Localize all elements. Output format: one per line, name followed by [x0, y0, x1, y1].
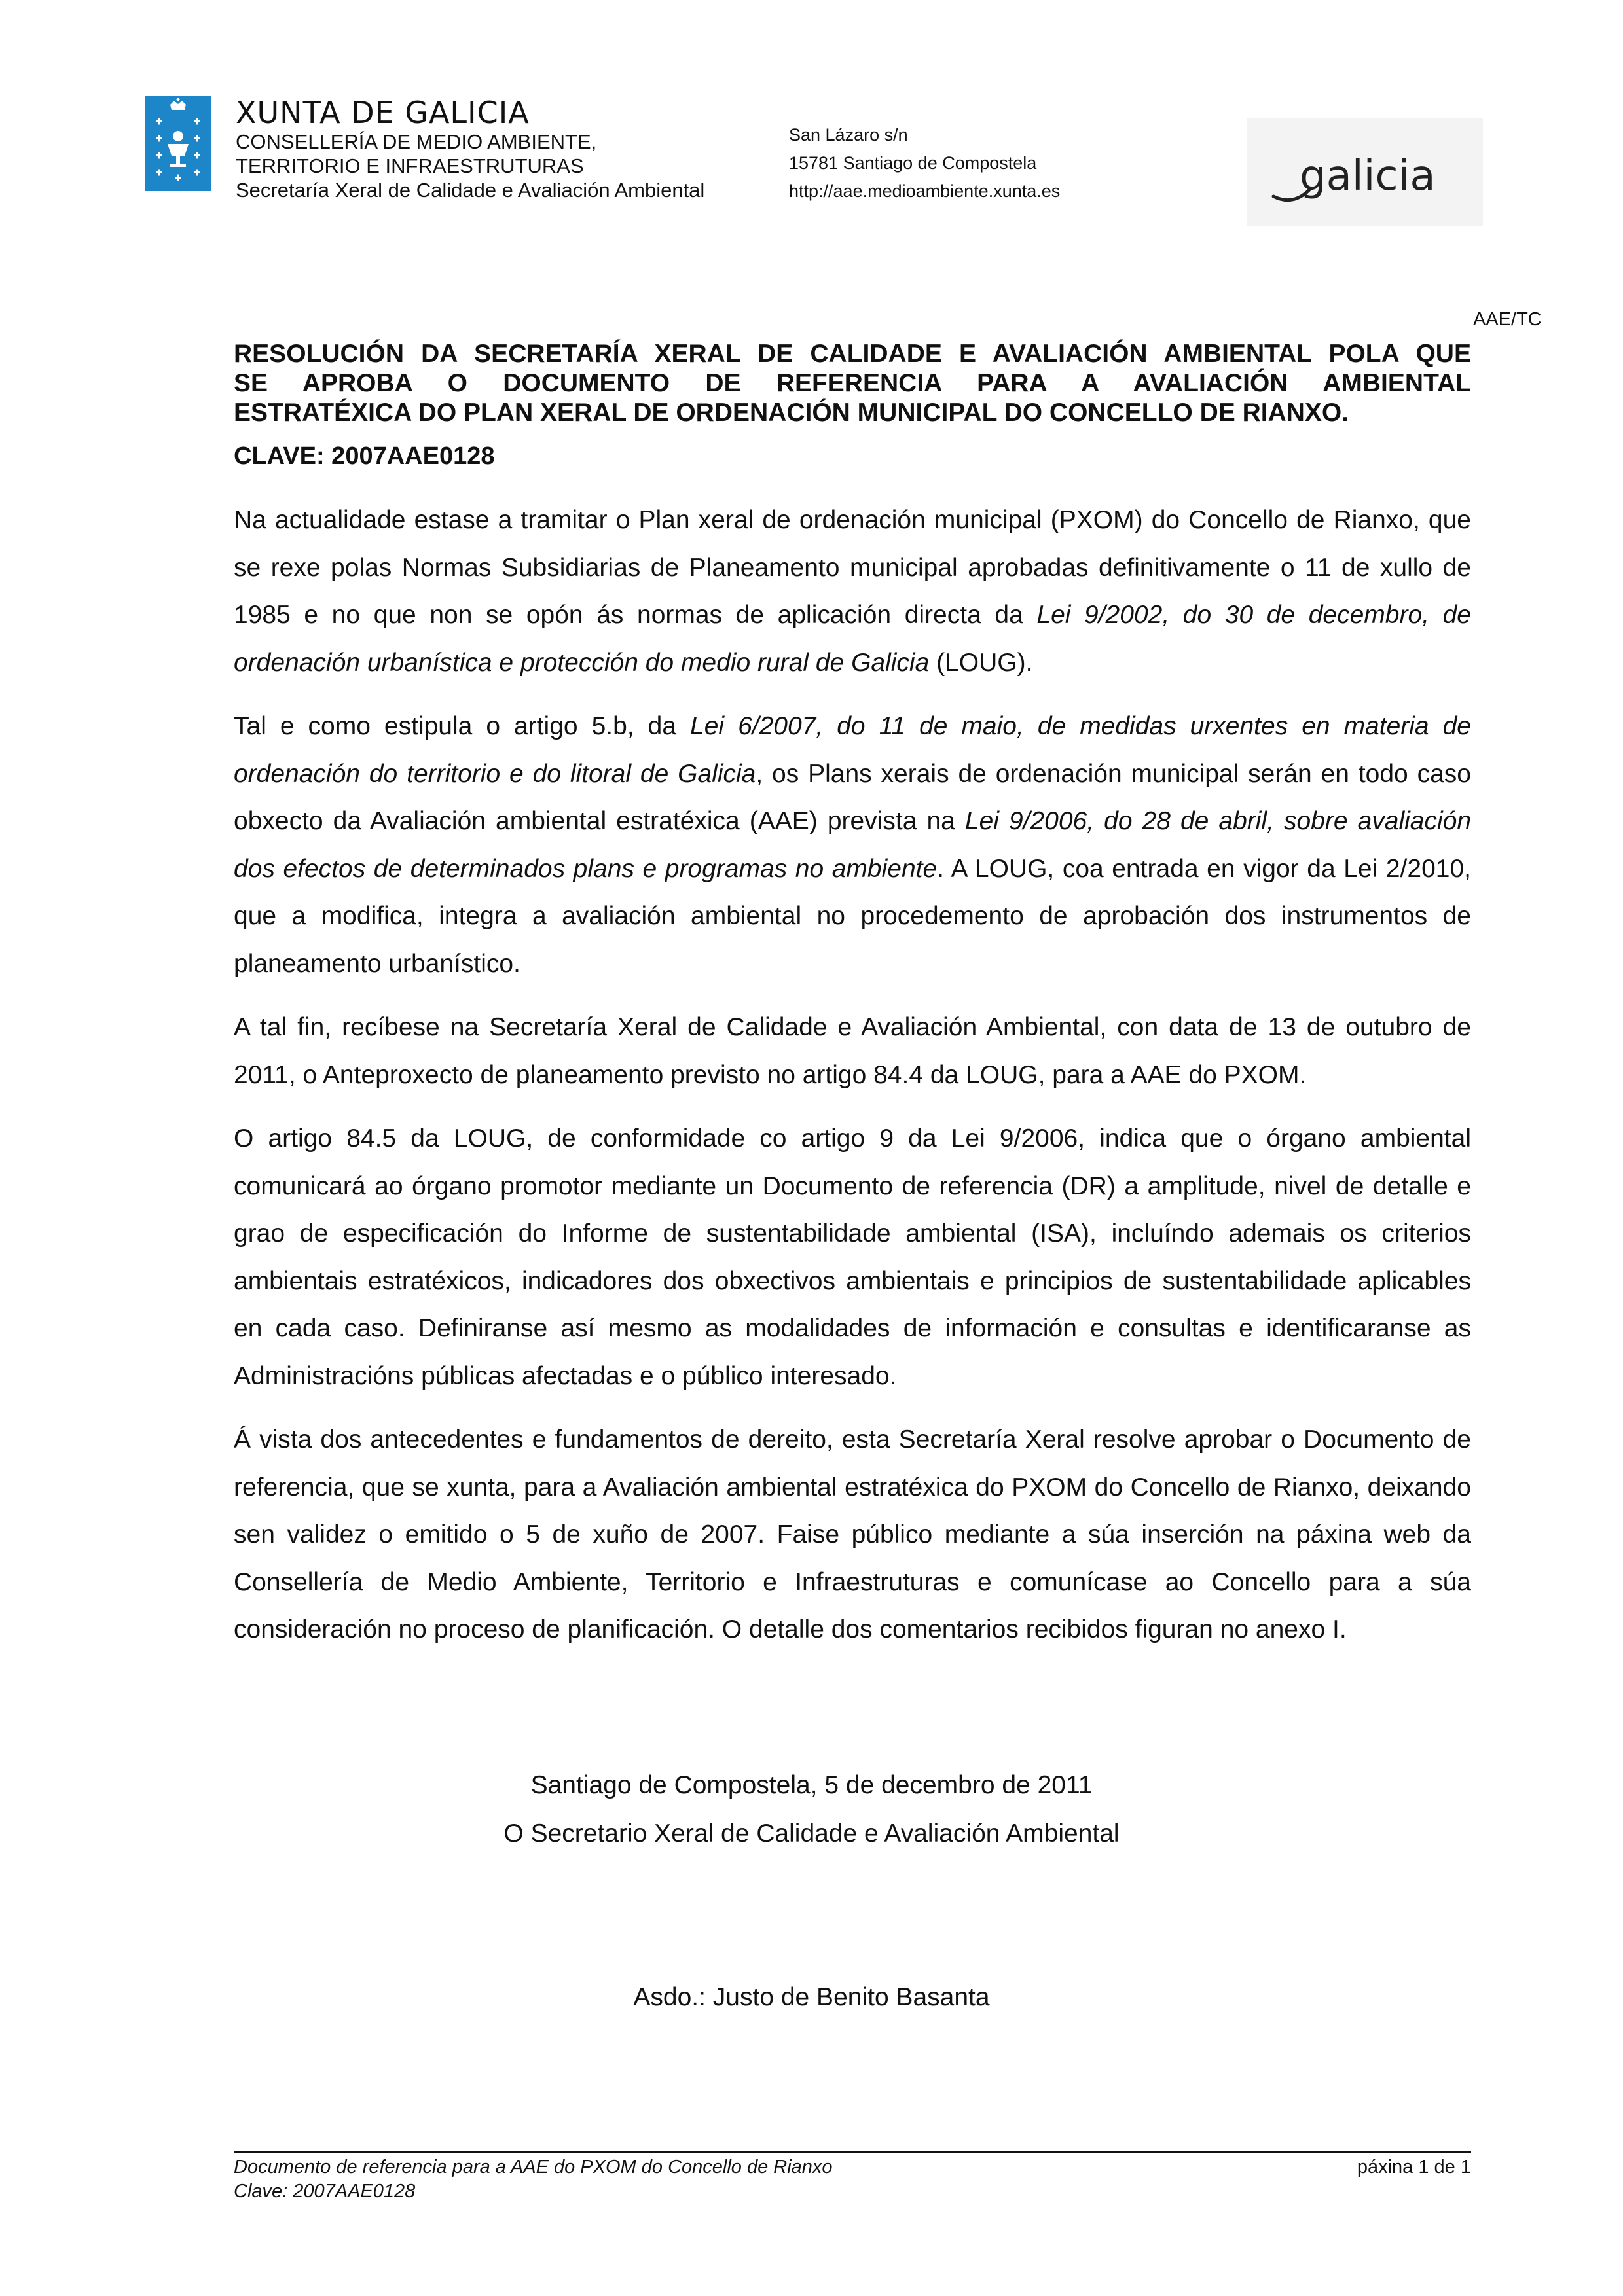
organization-block: [236, 96, 704, 202]
signature-role: O Secretario Xeral de Calidade e Avaliación Ambiental: [503, 1820, 1120, 1848]
p2-text-end: . A LOUG, coa entrada en vigor da Lei 2/2010, que a modifica, integra a avaliación ambiental no procedemento de aprobación dos instrumentos de planeamento urbanístico.: [234, 854, 1471, 978]
document-title: [234, 339, 1471, 427]
p2-text-middle: , os Plans xerais de ordenación municipal serán en todo caso obxecto da Avaliación ambiental estratéxica (AAE) prevista na: [234, 759, 1471, 835]
address-street: San Lázaro s/n: [789, 125, 908, 145]
p1-law-citation: Lei 9/2002, do 30 de decembro, de ordenación urbanística e protección do medio rural de Galicia: [234, 601, 1471, 677]
p2-law-citation-1: Lei 6/2007, do 11 de maio, de medidas urxentes en materia de ordenación do territorio e do litoral de Galicia: [234, 712, 1471, 788]
p1-text-end: (LOUG).: [929, 648, 1033, 677]
signature-place-date: Santiago de Compostela, 5 de decembro de 2011: [530, 1771, 1093, 1799]
paragraph-1: [234, 497, 1471, 687]
footer-document-title: Documento de referencia para a AAE do PXOM do Concello de Rianxo: [234, 2157, 833, 2178]
p2-text: Tal e como estipula o artigo 5.b, da: [234, 712, 691, 740]
footer-page-number: páxina 1 de 1: [1357, 2157, 1471, 2178]
footer-divider: [234, 2151, 1471, 2153]
document-body: [234, 339, 1471, 1654]
org-name: XUNTA DE GALICIA: [236, 95, 530, 130]
galicia-brand-logo: [1247, 118, 1483, 226]
title-line-2: SE APROBA O DOCUMENTO DE REFERENCIA PARA A AVALIACIÓN AMBIENTAL: [234, 369, 1471, 397]
title-line-1: RESOLUCIÓN DA SECRETARÍA XERAL DE CALIDADE E AVALIACIÓN AMBIENTAL POLA QUE: [234, 340, 1471, 368]
department-line-2: TERRITORIO E INFRAESTRUTURAS: [236, 154, 584, 177]
footer-left: [234, 2155, 833, 2204]
galicia-logo-text: galicia: [1300, 152, 1436, 200]
paragraph-3: A tal fin, recíbese na Secretaría Xeral de Calidade e Avaliación Ambiental, con data de 13 de outubro de 2011, o Anteproxecto de planeamento previsto no artigo 84.4 da LOUG, para a AAE do PXOM.: [234, 1013, 1471, 1089]
department-line-1: CONSELLERÍA DE MEDIO AMBIENTE,: [236, 130, 597, 153]
footer-clave: Clave: 2007AAE0128: [234, 2181, 416, 2202]
clave-code: CLAVE: 2007AAE0128: [234, 442, 495, 470]
xunta-shield-icon: [145, 96, 211, 191]
signature-signed-by: Asdo.: Justo de Benito Basanta: [633, 1983, 990, 2011]
address-url: http://aae.medioambiente.xunta.es: [789, 181, 1061, 201]
reference-code: AAE/TC: [1473, 309, 1542, 330]
address-block: [789, 121, 1060, 206]
paragraph-4: O artigo 84.5 da LOUG, de conformidade co artigo 9 da Lei 9/2006, indica que o órgano ambiental comunicará ao órgano promotor mediante un Documento de referencia (DR) a amplitude, nivel de detalle e grao de especificación do Informe de sustentabilidade ambiental (ISA), incluíndo ademais os criterios ambientais estratéxicos, indicadores dos obxectivos ambientais e principios de sustentabilidade aplicables en cada caso. Definiranse así mesmo as modalidades de información e consultas e identificaranse as Administracións públicas afectadas e o público interesado.: [234, 1124, 1471, 1390]
address-city: 15781 Santiago de Compostela: [789, 153, 1037, 173]
department-line-3: Secretaría Xeral de Calidade e Avaliación Ambiental: [236, 179, 705, 202]
p1-text: Na actualidade estase a tramitar o Plan xeral de ordenación municipal (PXOM) do Concello de Rianxo, que se rexe polas Normas Subsidiarias de Planeamento municipal aprobadas definitivamente o 11 de xullo de 1985 e no que non se opón ás normas de aplicación directa da: [234, 506, 1471, 629]
paragraph-5: Á vista dos antecedentes e fundamentos de dereito, esta Secretaría Xeral resolve aprobar o Documento de referencia, que se xunta, para a Avaliación ambiental estratéxica do PXOM do Concello de Rianxo, deixando sen validez o emitido o 5 de xuño de 2007. Faise público mediante a súa inserción na páxina web da Consellería de Medio Ambiente, Territorio e Infraestruturas e comunícase ao Concello para a súa consideración no proceso de planificación. O detalle dos comentarios recibidos figuran no anexo I.: [234, 1426, 1471, 1643]
p2-law-citation-2: Lei 9/2006, do 28 de abril, sobre avaliación dos efectos de determinados plans e programas no ambiente: [234, 807, 1472, 883]
title-line-3: ESTRATÉXICA DO PLAN XERAL DE ORDENACIÓN MUNICIPAL DO CONCELLO DE RIANXO.: [234, 399, 1349, 427]
paragraph-2: [234, 703, 1471, 988]
